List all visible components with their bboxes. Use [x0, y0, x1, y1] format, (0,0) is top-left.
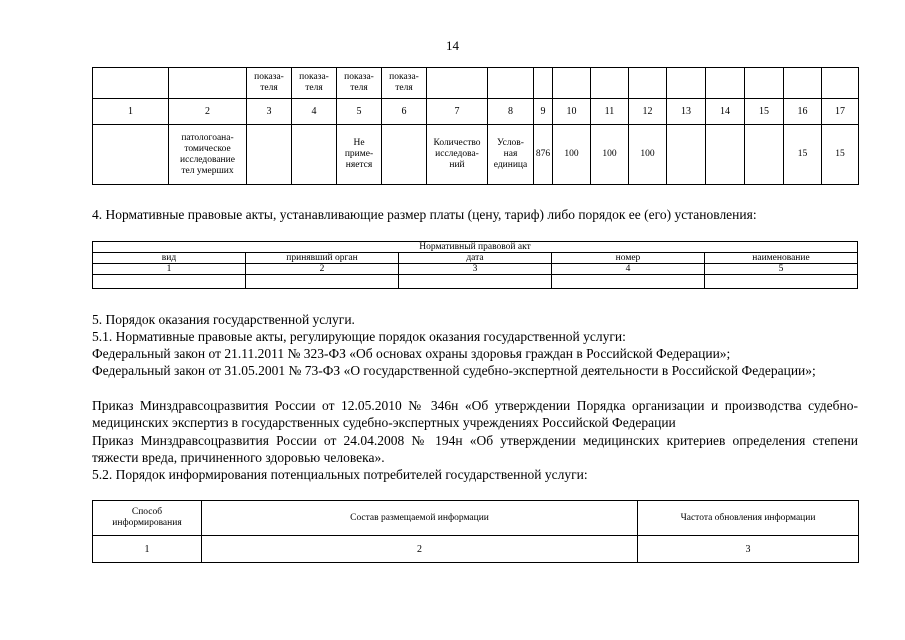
table-cell: [667, 68, 706, 99]
table-cell: показа- теля: [382, 68, 427, 99]
table-cell: 12: [629, 99, 667, 125]
table-cell: показа- теля: [247, 68, 292, 99]
table-cell: Не приме- няется: [337, 125, 382, 185]
table-cell: [745, 68, 784, 99]
table-cell: [93, 275, 246, 289]
indicators-table: [92, 67, 859, 185]
section-5-2-title: 5.2. Порядок информирования потенциальных потребителей государственной услуги:: [92, 467, 588, 482]
table-cell: [247, 125, 292, 185]
table-cell: Количество исследова- ний: [427, 125, 488, 185]
table-cell: 14: [706, 99, 745, 125]
informing-table: [92, 500, 859, 563]
table-cell: [705, 275, 858, 289]
table-row: [93, 125, 859, 185]
table-cell: 16: [784, 99, 822, 125]
normative-acts-table: [92, 241, 858, 289]
table-number-row: [93, 536, 859, 563]
table-cell: [629, 68, 667, 99]
table-row: [93, 275, 858, 289]
table-cell: 8: [488, 99, 534, 125]
table-cell: [534, 68, 553, 99]
table-cell: номер: [552, 253, 705, 264]
table-cell: 13: [667, 99, 706, 125]
table-cell: [427, 68, 488, 99]
table-cell: 9: [534, 99, 553, 125]
table-cell: 3: [638, 536, 859, 563]
table-cell: показа- теля: [337, 68, 382, 99]
table-cell: 2: [202, 536, 638, 563]
table-cell: [382, 125, 427, 185]
table-cell: 11: [591, 99, 629, 125]
table-cell: патологоана- томическое исследование тел умерших: [169, 125, 247, 185]
section-5-title: 5. Порядок оказания государственной услуги.: [92, 312, 355, 327]
table-cell: [246, 275, 399, 289]
table-cell: принявший орган: [246, 253, 399, 264]
table-cell: 5: [337, 99, 382, 125]
table-cell: 15: [745, 99, 784, 125]
table-cell: 4: [292, 99, 337, 125]
page-number: 14: [446, 38, 459, 53]
table-cell: 3: [247, 99, 292, 125]
table-cell: 6: [382, 99, 427, 125]
order-346n: Приказ Минздравсоцразвития России от 12.05.2010 № 346н «Об утверждении Порядка организации и производства судебно-медицинских экспертиз в государственных судебно-экспертных учреждениях Российской Федерации: [92, 398, 858, 430]
table-cell: [591, 68, 629, 99]
table-cell: [784, 68, 822, 99]
table-number-row: [93, 99, 859, 125]
table-cell: 2: [169, 99, 247, 125]
table-cell: 10: [553, 99, 591, 125]
table-caption: Нормативный правовой акт: [93, 242, 858, 253]
order-194n: Приказ Минздравсоцразвития России от 24.04.2008 № 194н «Об утверждении медицинских критериев определения степени тяжести вреда, причиненного здоровью человека».: [92, 433, 858, 465]
table-cell: [93, 125, 169, 185]
table-cell: [822, 68, 859, 99]
table-cell: 3: [399, 264, 552, 275]
table-cell: 1: [93, 99, 169, 125]
table-cell: [706, 68, 745, 99]
table-cell: [552, 275, 705, 289]
table-cell: [399, 275, 552, 289]
table-cell: 15: [784, 125, 822, 185]
table-cell: вид: [93, 253, 246, 264]
table-cell: [292, 125, 337, 185]
law-323-fz: Федеральный закон от 21.11.2011 № 323-ФЗ «Об основах охраны здоровья граждан в Российской Федерации»;: [92, 346, 731, 361]
table-cell: [169, 68, 247, 99]
table-number-row: [93, 264, 858, 275]
table-cell: [488, 68, 534, 99]
table-cell: 100: [553, 125, 591, 185]
table-cell: 100: [591, 125, 629, 185]
table-cell: показа- теля: [292, 68, 337, 99]
table-cell: Состав размещаемой информации: [202, 501, 638, 536]
table-cell: [93, 68, 169, 99]
table-cell: 4: [552, 264, 705, 275]
section-4-title: 4. Нормативные правовые акты, устанавливающие размер платы (цену, тариф) либо порядок ее (его) установления:: [92, 207, 757, 222]
table-header-row: [93, 501, 859, 536]
table-cell: 876: [534, 125, 553, 185]
law-73-fz: Федеральный закон от 31.05.2001 № 73-ФЗ «О государственной судебно-экспертной деятельности в Российской Федерации»;: [92, 363, 816, 378]
table-cell: 1: [93, 536, 202, 563]
table-cell: 15: [822, 125, 859, 185]
table-cell: 17: [822, 99, 859, 125]
table-cell: [706, 125, 745, 185]
table-header-row: [93, 68, 859, 99]
table-cell: наименование: [705, 253, 858, 264]
table-cell: 1: [93, 264, 246, 275]
section-5-1-title: 5.1. Нормативные правовые акты, регулирующие порядок оказания государственной услуги:: [92, 329, 626, 344]
table-cell: Способ информирования: [93, 501, 202, 536]
table-cell: 100: [629, 125, 667, 185]
table-cell: 7: [427, 99, 488, 125]
table-header-row: [93, 253, 858, 264]
table-cell: Услов- ная единица: [488, 125, 534, 185]
table-cell: дата: [399, 253, 552, 264]
table-cell: Частота обновления информации: [638, 501, 859, 536]
table-cell: [745, 125, 784, 185]
table-cell: [553, 68, 591, 99]
table-cell: 2: [246, 264, 399, 275]
table-cell: 5: [705, 264, 858, 275]
table-cell: [667, 125, 706, 185]
